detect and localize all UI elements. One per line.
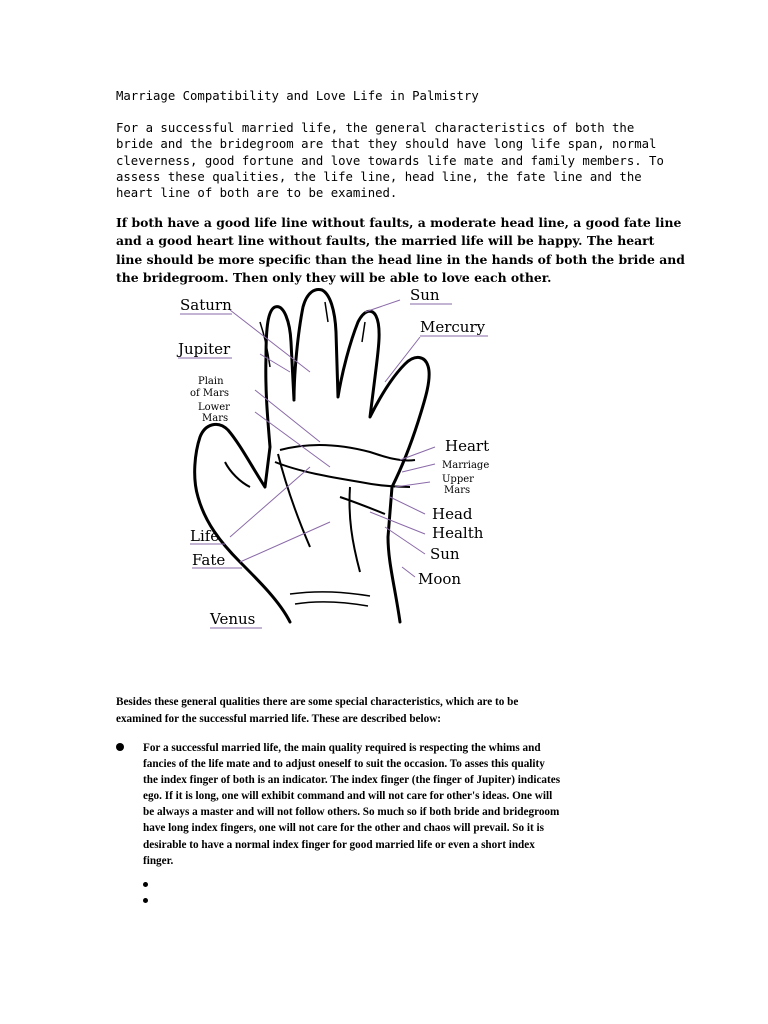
label-lower-mars-2: Mars: [202, 413, 229, 424]
empty-bullet-dot-icon: [143, 898, 148, 903]
bullet-line: finger.: [143, 854, 174, 867]
intro-line: For a successful married life, the general characteristics of both the: [116, 121, 635, 135]
label-lower-mars-1: Lower: [198, 402, 230, 413]
hand-creases: [225, 302, 415, 606]
label-fate: Fate: [192, 551, 226, 569]
bullet-line: desirable to have a normal index finger for good married life or even a short index: [143, 838, 535, 851]
pointer-lines: [230, 300, 435, 577]
bullet-text: [143, 740, 643, 869]
bullet-line: ego. If it is long, one will exhibit command and will not care for other's ideas. One will: [143, 790, 553, 803]
label-saturn: Saturn: [180, 296, 232, 314]
label-health: Health: [432, 524, 484, 542]
label-plain-of-mars-1: Plain: [198, 376, 224, 387]
diagram-labels: [176, 286, 489, 628]
label-heart: Heart: [445, 437, 490, 455]
label-plain-of-mars-2: of Mars: [190, 388, 230, 399]
empty-bullet-dot-icon: [143, 882, 148, 887]
label-jupiter: Jupiter: [178, 340, 231, 358]
paragraph-line: examined for the successful married life. These are described below:: [116, 712, 442, 725]
label-head: Head: [432, 505, 473, 523]
bullet-line: the index finger of both is an indicator. The index finger (the finger of Jupiter) indicates: [143, 774, 561, 787]
paragraph-line: the bridegroom. Then only they will be able to love each other.: [116, 270, 552, 286]
label-sun-bottom: Sun: [430, 545, 460, 563]
paragraph-line: and a good heart line without faults, the married life will be happy. The heart: [116, 233, 655, 249]
happy-marriage-paragraph: [116, 214, 685, 288]
document-title: Marriage Compatibility and Love Life in Palmistry: [116, 89, 479, 103]
label-marriage: Marriage: [442, 460, 490, 471]
intro-line: assess these qualities, the life line, head line, the fate line and the: [116, 169, 642, 184]
paragraph-line: line should be more specific than the head line in the hands of both the bride and: [116, 251, 685, 267]
intro-paragraph: [116, 120, 664, 201]
label-life: Life: [190, 527, 220, 545]
label-venus: Venus: [210, 610, 256, 628]
label-upper-mars-2: Mars: [444, 485, 471, 496]
label-moon: Moon: [418, 570, 462, 588]
intro-line: heart line of both are to be examined.: [116, 186, 398, 201]
label-upper-mars-1: Upper: [442, 474, 474, 485]
paragraph-line: If both have a good life line without faults, a moderate head line, a good fate line: [116, 215, 682, 230]
intro-line: cleverness, good fortune and love towards life mate and family members. To: [116, 153, 664, 168]
paragraph-line: Besides these general qualities there are some special characteristics, which are to be: [116, 696, 519, 708]
bullet-line: have long index fingers, one will not care for the other and chaos will prevail. So it is: [143, 822, 544, 835]
bullet-line: For a successful married life, the main quality required is respecting the whims and: [143, 742, 541, 754]
special-characteristics-paragraph: [116, 694, 636, 727]
bullet-line: fancies of the life mate and to adjust oneself to suit the occasion. To asses this quality: [143, 758, 545, 771]
bullet-dot-icon: [116, 743, 124, 751]
label-mercury: Mercury: [420, 318, 486, 336]
bullet-line: be always a master and will not follow others. So much so if both bride and bridegroom: [143, 806, 560, 819]
palm-diagram: [170, 282, 500, 642]
label-sun-top: Sun: [410, 286, 440, 304]
intro-line: bride and the bridegroom are that they should have long life span, normal: [116, 137, 657, 152]
